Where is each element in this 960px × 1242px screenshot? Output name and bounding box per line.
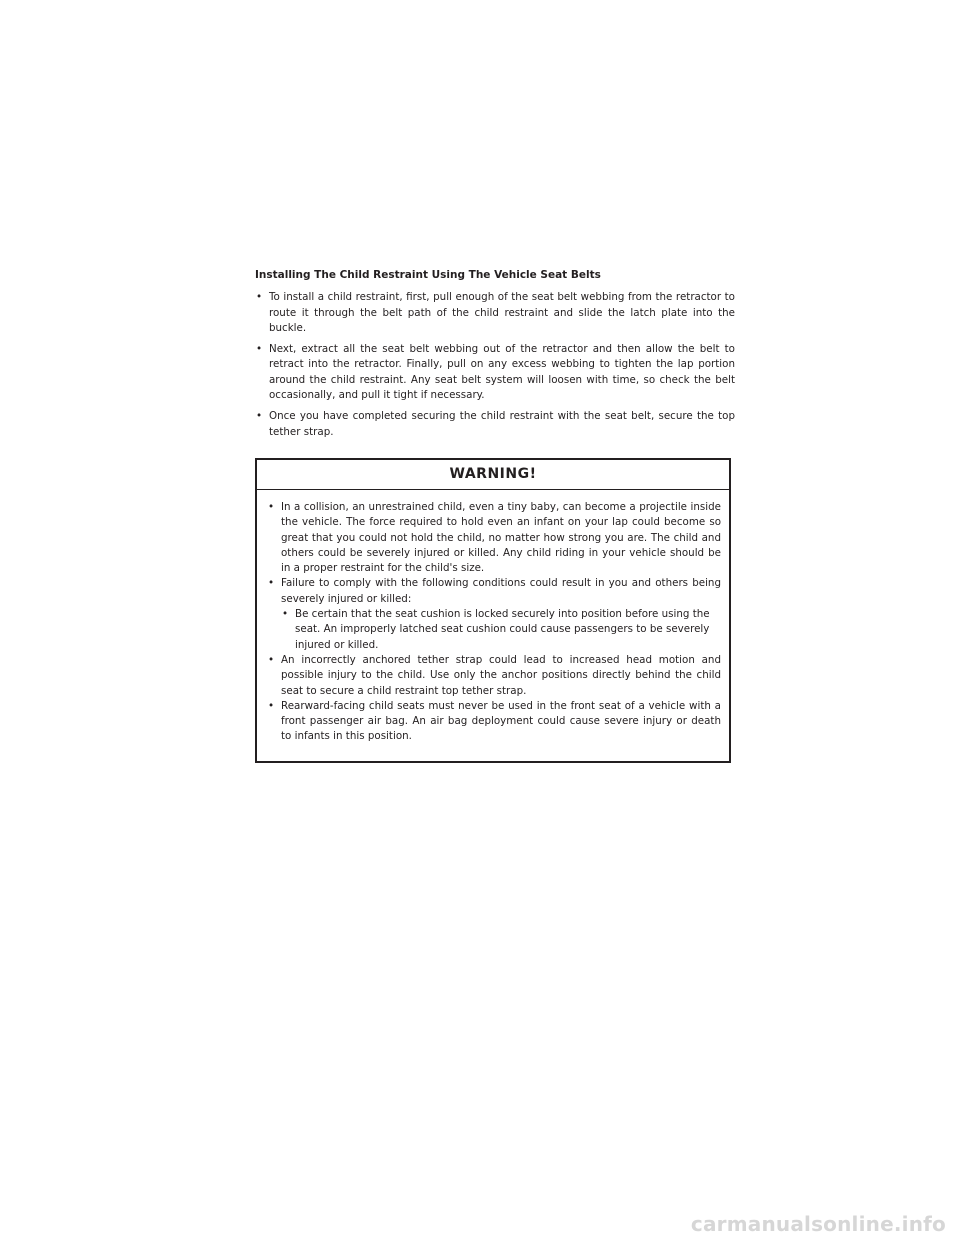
warning-item xyxy=(267,653,721,699)
warning-item xyxy=(267,500,721,576)
instruction-item: • Once you have completed securing the child restraint with the seat belt, secure the top tether strap. xyxy=(255,409,735,440)
warning-item xyxy=(267,699,721,745)
warning-item-text: An incorrectly anchored tether strap could lead to increased head motion and possible injury to the child. Use only the anchor positions directly behind the child seat to secure a child restraint top tether strap. xyxy=(281,653,721,697)
warning-body xyxy=(257,490,729,745)
warning-box xyxy=(255,458,731,763)
warning-item-text: Failure to comply with the following conditions could result in you and others being severely injured or killed: xyxy=(281,577,721,605)
warning-item-text: In a collision, an unrestrained child, even a tiny baby, can become a projectile inside the vehicle. The force required to hold even an infant on your lap could become so great that you could not hold the child, no matter how strong you are. The child and others could be severely injured or killed. Any child riding in your vehicle should be in a proper restraint for the child's size. xyxy=(281,501,721,575)
warning-sub-list xyxy=(281,607,721,653)
instruction-item: • To install a child restraint, first, pull enough of the seat belt webbing from the retractor to route it through the belt path of the child restraint and slide the latch plate into the buckle. xyxy=(255,290,735,336)
warning-sub-item: • Be certain that the seat cushion is locked securely into position before using the seat. An improperly latched seat cushion could cause passengers to be severely injured or killed. xyxy=(281,607,721,653)
warning-list xyxy=(267,500,721,745)
instruction-item: • Next, extract all the seat belt webbing out of the retractor and then allow the belt to retract into the retractor. Finally, pull on any excess webbing to tighten the lap portion around the child restraint. Any seat belt system will loosen with time, so check the belt occasionally, and pull it tight if necessary. xyxy=(255,342,735,403)
warning-item-text: Rearward-facing child seats must never be used in the front seat of a vehicle with a front passenger air bag. An air bag deployment could cause severe injury or death to infants in this position. xyxy=(281,699,721,743)
section-content xyxy=(255,268,735,446)
watermark-logo: carmanualsonline.info xyxy=(690,1212,946,1236)
section-title: Installing The Child Restraint Using The Vehicle Seat Belts xyxy=(255,269,601,281)
warning-item xyxy=(267,576,721,652)
instruction-list xyxy=(255,290,735,440)
warning-heading: WARNING! xyxy=(257,460,729,490)
